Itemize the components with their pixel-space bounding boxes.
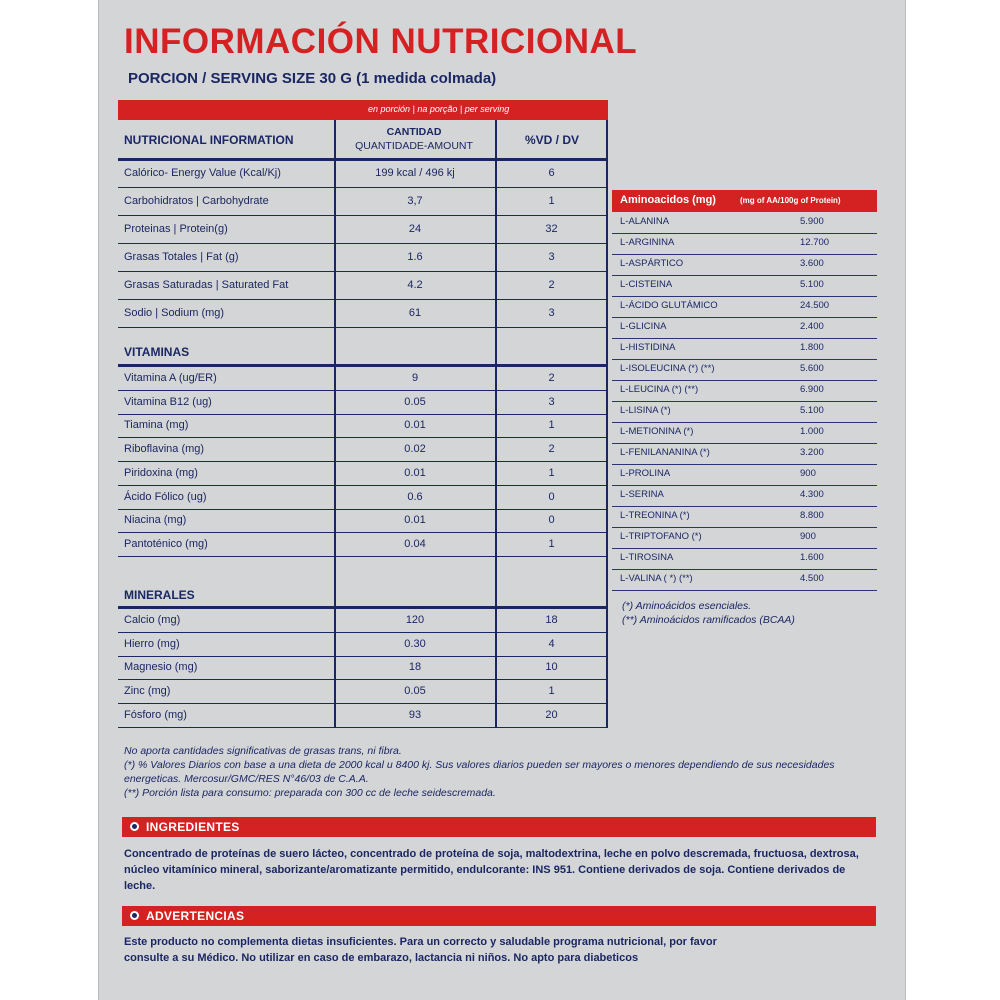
nutrient-amount: 0.01 xyxy=(404,514,426,527)
amino-value: 8.800 xyxy=(800,510,824,521)
amino-value: 5.100 xyxy=(800,279,824,290)
nutrient-dv: 2 xyxy=(548,443,555,456)
amino-row xyxy=(612,317,877,339)
table-row xyxy=(118,160,608,188)
nutrient-label: Sodio | Sodium (mg) xyxy=(124,307,225,319)
nutrient-dv: 3 xyxy=(548,307,555,319)
nutrient-label: Riboflavina (mg) xyxy=(124,443,205,456)
nutrient-label: Vitamina A (ug/ER) xyxy=(124,372,217,384)
amino-value: 5.600 xyxy=(800,363,824,374)
amino-name: L-ALANINA xyxy=(620,216,670,227)
nutrient-dv: 4 xyxy=(548,637,555,650)
amino-value: 900 xyxy=(800,531,816,542)
nutrient-amount: 199 kcal / 496 kj xyxy=(375,167,455,179)
amino-value: 2.400 xyxy=(800,321,824,332)
amino-value: 12.700 xyxy=(800,237,830,248)
amino-title: Aminoacidos (mg) xyxy=(620,194,716,206)
warnings-text: Este producto no complementa dietas insuficientes. Para un correcto y saludable programa nutricional, por favor consulte a su Médico. No utilizar en caso de embarazo, lactancia ni niños. No apto para diabeticos xyxy=(124,936,717,964)
amino-value: 6.900 xyxy=(800,384,824,395)
serving-size: PORCION / SERVING SIZE 30 G (1 medida colmada) xyxy=(128,70,497,87)
amino-value: 5.900 xyxy=(800,216,824,227)
table-row xyxy=(118,414,608,438)
table-row xyxy=(118,216,608,244)
nutrient-amount: 18 xyxy=(408,661,422,674)
amino-row xyxy=(612,506,877,528)
amino-note-essential: (*) Aminoácidos esenciales. xyxy=(622,600,752,612)
nutrient-amount: 0.04 xyxy=(404,537,426,550)
amino-value: 24.500 xyxy=(800,300,830,311)
nutrient-amount: 0.05 xyxy=(404,685,426,698)
amino-name: L-ARGININA xyxy=(620,237,675,248)
nutrient-amount: 61 xyxy=(408,307,422,319)
amino-name: L-HISTIDINA xyxy=(620,342,676,353)
table-row xyxy=(118,486,608,510)
table-row xyxy=(118,656,608,680)
nutrient-label: Grasas Totales | Fat (g) xyxy=(124,251,239,263)
amino-value: 1.800 xyxy=(800,342,824,353)
nutrient-amount: 3,7 xyxy=(407,195,423,207)
col-amount-header-1: CANTIDAD xyxy=(386,126,442,138)
footnote-daily-values: (*) % Valores Diarios con base a una dieta de 2000 kcal u 8400 kj. Sus valores diarios pueden ser mayores o menores dependiendo de sus necesidades energeticas. Mercosur/GMC/RES N°46/03 de C.A.A. xyxy=(124,759,835,785)
nutrient-dv: 2 xyxy=(548,279,555,291)
nutrient-label: Pantoténico (mg) xyxy=(124,537,208,550)
amino-value: 5.100 xyxy=(800,405,824,416)
amino-name: L-PROLINA xyxy=(620,468,671,479)
nutrient-label: Piridoxina (mg) xyxy=(124,466,198,479)
amino-row xyxy=(612,275,877,297)
footnote-serving: (**) Porción lista para consumo: preparada con 300 cc de leche seidescremada. xyxy=(124,787,496,799)
table-row xyxy=(118,680,608,704)
amino-row xyxy=(612,296,877,318)
nutrient-dv: 1 xyxy=(548,466,555,479)
nutrient-label: Carbohidratos | Carbohydrate xyxy=(124,195,269,207)
nutrient-amount: 0.6 xyxy=(407,490,423,503)
nutrient-amount: 0.02 xyxy=(404,443,426,456)
table-row xyxy=(118,272,608,300)
amino-name: L-VALINA ( *) (**) xyxy=(620,573,693,584)
amino-row xyxy=(612,464,877,486)
nutrient-amount: 4.2 xyxy=(407,279,423,291)
amino-name: L-TREONINA (*) xyxy=(620,510,690,521)
amino-value: 1.000 xyxy=(800,426,824,437)
vitamins-rule xyxy=(118,364,608,367)
amino-name: L-TRIPTOFANO (*) xyxy=(620,531,702,542)
warnings-bar xyxy=(122,906,876,926)
amino-name: L-CISTEINA xyxy=(620,279,673,290)
footnotes xyxy=(124,744,864,800)
nutrient-amount: 93 xyxy=(408,708,422,721)
nutrient-dv: 1 xyxy=(548,419,555,432)
vitamins-heading: VITAMINAS xyxy=(124,345,190,359)
table-row xyxy=(118,300,608,328)
nutrient-dv: 10 xyxy=(545,661,558,674)
amino-row xyxy=(612,548,877,570)
amino-row xyxy=(612,212,877,234)
amino-row xyxy=(612,233,877,255)
amino-value: 4.300 xyxy=(800,489,824,500)
nutrient-label: Ácido Fólico (ug) xyxy=(124,490,207,503)
bullet-icon xyxy=(130,911,139,920)
amino-name: L-ISOLEUCINA (*) (**) xyxy=(620,363,715,374)
nutrient-label: Vitamina B12 (ug) xyxy=(124,395,212,408)
nutrient-dv: 6 xyxy=(548,167,555,179)
nutrient-amount: 0.05 xyxy=(404,395,426,408)
amino-value: 4.500 xyxy=(800,573,824,584)
minerals-rule xyxy=(118,606,608,609)
nutrient-label: Calcio (mg) xyxy=(124,614,181,626)
table-row xyxy=(118,438,608,462)
nutrient-amount: 120 xyxy=(405,614,425,626)
amino-unit: (mg of AA/100g of Protein) xyxy=(740,196,841,205)
nutrient-amount: 24 xyxy=(408,223,422,235)
table-row xyxy=(118,244,608,272)
nutrient-amount: 0.01 xyxy=(404,466,426,479)
table-row xyxy=(118,533,608,557)
col-label-header: NUTRICIONAL INFORMATION xyxy=(124,133,294,147)
table-row xyxy=(118,462,608,486)
amino-name: L-METIONINA (*) xyxy=(620,426,694,437)
col-amount-header-2: QUANTIDADE-AMOUNT xyxy=(355,140,473,152)
amino-name: L-GLICINA xyxy=(620,321,667,332)
nutrient-dv: 0 xyxy=(548,514,555,527)
amino-value: 900 xyxy=(800,468,816,479)
nutrient-dv: 2 xyxy=(548,372,555,384)
per-serving-label: en porción | na porção | per serving xyxy=(368,104,510,114)
nutrient-dv: 20 xyxy=(545,708,558,721)
amino-header xyxy=(612,190,877,212)
amino-row xyxy=(612,254,877,276)
minerals-heading: MINERALES xyxy=(124,588,195,602)
row-rule xyxy=(118,727,608,728)
nutrient-amount: 1.6 xyxy=(407,251,423,263)
amino-row xyxy=(612,569,877,591)
row-rule xyxy=(118,556,608,557)
nutrient-dv: 32 xyxy=(545,223,558,235)
amino-value: 3.200 xyxy=(800,447,824,458)
amino-name: L-TIROSINA xyxy=(620,552,674,563)
table-row xyxy=(118,609,608,633)
ingredients-bar xyxy=(122,817,876,837)
amino-name: L-LISINA (*) xyxy=(620,405,671,416)
row-rule xyxy=(118,327,608,328)
amino-row xyxy=(612,359,877,381)
nutrient-label: Calórico- Energy Value (Kcal/Kj) xyxy=(124,167,281,179)
table-red-header xyxy=(118,100,608,120)
nutrient-dv: 1 xyxy=(548,685,555,698)
amino-row xyxy=(612,380,877,402)
amino-name: L-ÁCIDO GLUTÁMICO xyxy=(620,300,718,311)
table-row xyxy=(118,633,608,657)
nutrient-label: Tiamina (mg) xyxy=(124,419,189,432)
table-row xyxy=(118,704,608,728)
amino-row xyxy=(612,338,877,360)
amino-note-bcaa: (**) Aminoácidos ramificados (BCAA) xyxy=(622,614,795,626)
table-row xyxy=(118,509,608,533)
table-row xyxy=(118,367,608,391)
ingredients-title: INGREDIENTES xyxy=(146,820,240,834)
table-row xyxy=(118,391,608,415)
amino-name: L-FENILANANINA (*) xyxy=(620,447,710,458)
amino-row xyxy=(612,422,877,444)
amino-row xyxy=(612,401,877,423)
ingredients-text: Concentrado de proteínas de suero lácteo, concentrado de proteína de soja, maltodextrina, leche en polvo descremada, fructuosa, dextrosa, núcleo vitamínico mineral, saborizante/aromatizante permitido, endulcorante: INS 951. Contiene derivados de soja. Contiene derivados de leche. xyxy=(124,848,859,892)
nutrient-label: Grasas Saturadas | Saturated Fat xyxy=(124,279,289,291)
amino-name: L-LEUCINA (*) (**) xyxy=(620,384,699,395)
nutrient-dv: 1 xyxy=(548,195,555,207)
nutrient-dv: 1 xyxy=(548,537,555,550)
amino-acids-table xyxy=(612,190,877,590)
nutrient-label: Zinc (mg) xyxy=(124,685,171,698)
amino-value: 1.600 xyxy=(800,552,824,563)
amino-row xyxy=(612,443,877,465)
footnote-trans-fat: No aporta cantidades significativas de grasas trans, ni fibra. xyxy=(124,745,402,757)
nutrient-dv: 3 xyxy=(548,395,555,408)
table-row xyxy=(118,188,608,216)
amino-row xyxy=(612,527,877,549)
nutrition-table xyxy=(118,100,608,728)
page-title: INFORMACIÓN NUTRICIONAL xyxy=(124,22,638,61)
nutrient-label: Proteinas | Protein(g) xyxy=(124,223,228,235)
nutrient-dv: 0 xyxy=(548,490,555,503)
nutrient-amount: 9 xyxy=(411,372,419,384)
nutrient-dv: 3 xyxy=(548,251,555,263)
amino-name: L-ASPÁRTICO xyxy=(620,258,684,269)
nutrient-label: Niacina (mg) xyxy=(124,514,187,527)
col-dv-header: %VD / DV xyxy=(524,133,579,147)
amino-value: 3.600 xyxy=(800,258,824,269)
nutrient-amount: 0.30 xyxy=(404,637,426,650)
nutrient-dv: 18 xyxy=(545,614,558,626)
bullet-icon xyxy=(130,822,139,831)
nutrient-label: Hierro (mg) xyxy=(124,637,180,650)
amino-name: L-SERINA xyxy=(620,489,664,500)
amino-row xyxy=(612,485,877,507)
warnings-title: ADVERTENCIAS xyxy=(146,909,245,923)
nutrient-amount: 0.01 xyxy=(404,419,426,432)
nutrient-label: Fósforo (mg) xyxy=(124,708,187,721)
nutrient-label: Magnesio (mg) xyxy=(124,661,198,674)
